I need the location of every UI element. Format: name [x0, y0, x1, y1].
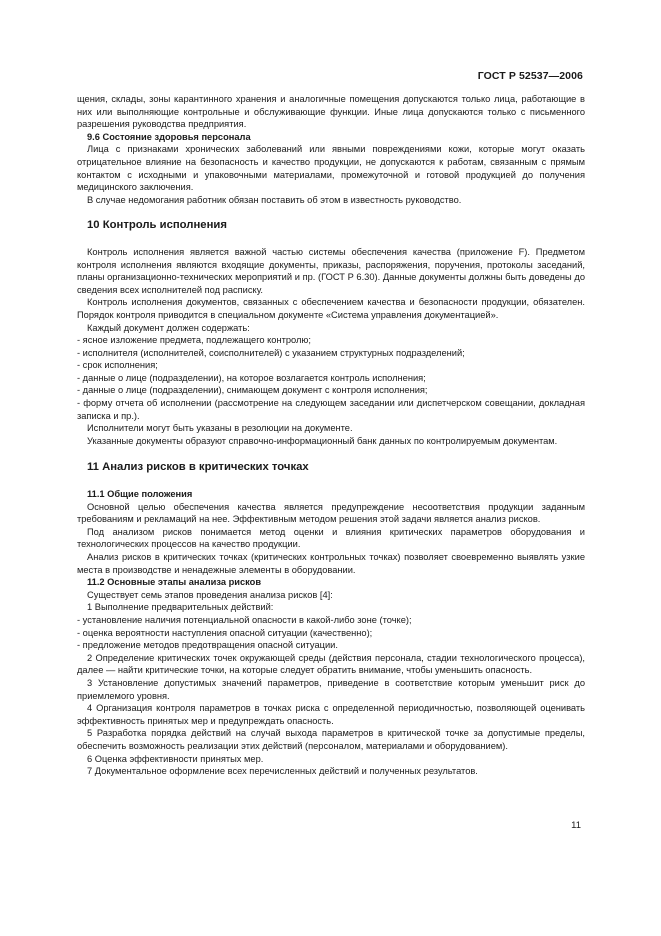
- paragraph: - данные о лице (подразделении), на которое возлагается контроль исполнения;: [77, 372, 426, 383]
- paragraph: - предложение методов предотвращения опасной ситуации.: [77, 640, 338, 651]
- paragraph: 3 Установление допустимых значений параметров, приведение в соответствие которым уменьшит риск до приемлемого уровня.: [77, 677, 585, 701]
- paragraph: 6 Оценка эффективности принятых мер.: [87, 753, 264, 764]
- page-number: 11: [571, 820, 581, 831]
- paragraph: 2 Определение критических точек окружающей среды (действия персонала, стадии технологического процесса), далее — найти критические точки, на которые следует обратить внимание, чтобы уменьшить опасность.: [77, 652, 585, 676]
- paragraph: - установление наличия потенциальной опасности в какой-либо зоне (точке);: [77, 614, 412, 625]
- paragraph: - срок исполнения;: [77, 360, 158, 371]
- paragraph: Каждый документ должен содержать:: [87, 322, 250, 333]
- paragraph: - оценка вероятности наступления опасной ситуации (качественно);: [77, 627, 373, 638]
- section-heading: 11 Анализ рисков в критических точках: [87, 461, 309, 474]
- paragraph: 7 Документальное оформление всех перечисленных действий и полученных результатов.: [87, 766, 478, 777]
- paragraph: Контроль исполнения является важной частью системы обеспечения качества (приложение F). Предметом контроля исполнения являются входящие документы, приказы, распоряжения, поручения, протоколы заседаний, планы организационно-технических мероприятий и пр. (ГОСТ Р 6.30). Данные документы должны быть доведены до сведения всех исполнителей под расписку.: [77, 246, 585, 295]
- paragraph: Указанные документы образуют справочно-информационный банк данных по контролируемым документам.: [87, 435, 558, 446]
- document-code-header: ГОСТ Р 52537—2006: [477, 70, 583, 82]
- document-body: [77, 93, 585, 778]
- section-heading: 10 Контроль исполнения: [87, 219, 227, 232]
- paragraph: - ясное изложение предмета, подлежащего контролю;: [77, 335, 311, 346]
- paragraph: - исполнителя (исполнителей, соисполнителей) с указанием структурных подразделений;: [77, 347, 465, 358]
- paragraph: 5 Разработка порядка действий на случай выхода параметров в критической точке за допустимые пределы, обеспечить возможность реализации этих действий (персоналом, материалами и оборудованием).: [77, 728, 585, 751]
- paragraph: Анализ рисков в критических точках (критических контрольных точках) позволяет своевременно выявлять узкие места в производстве и ненадежные элементы в оборудовании.: [77, 552, 585, 575]
- subsection-heading: 11.2 Основные этапы анализа рисков: [87, 577, 262, 588]
- paragraph: 1 Выполнение предварительных действий:: [87, 602, 274, 613]
- paragraph: - форму отчета об исполнении (рассмотрение на следующем заседании или диспетчерском совещании, докладная записка и пр.).: [77, 398, 585, 421]
- paragraph: Существует семь этапов проведения анализа рисков [4]:: [87, 589, 333, 600]
- paragraph: Под анализом рисков понимается метод оценки и влияния критических параметров оборудования и технологических процессов на качество продукции.: [77, 526, 585, 550]
- paragraph: Контроль исполнения документов, связанных с обеспечением качества и безопасности продукции, обязателен. Порядок контроля приводится в специальном документе «Система управления документацией».: [77, 297, 585, 320]
- paragraph: щения, склады, зоны карантинного хранения и аналогичные помещения допускаются только лица, работающие в них или выполняющие контрольные и обслуживающие функции. Иные лица допускаются только с письменного разрешения руководства предприятия.: [77, 94, 585, 130]
- paragraph: - данные о лице (подразделении), снимающем документ с контроля исполнения;: [77, 385, 428, 396]
- paragraph: Основной целью обеспечения качества является предупреждение несоответствия продукции заданным требованиям и рекламаций на нее. Эффективным методом решения этой задачи является анализ рисков.: [77, 501, 585, 525]
- subsection-heading: 11.1 Общие положения: [87, 489, 193, 500]
- paragraph: Исполнители могут быть указаны в резолюции на документе.: [87, 423, 353, 434]
- paragraph: Лица с признаками хронических заболеваний или явными повреждениями кожи, которые могут оказать отрицательное влияние на безопасность и качество продукции, не допускаются к работам, связанным с прямым контактом с исходными и упаковочными материалами, промежуточной и готовой продукцией до получения медицинского заключения.: [77, 144, 585, 193]
- paragraph: 4 Организация контроля параметров в точках риска с определенной периодичностью, позволяющей оценивать эффективность принятых мер и предупреждать опасность.: [77, 703, 585, 726]
- subsection-heading: 9.6 Состояние здоровья персонала: [87, 131, 251, 142]
- paragraph: В случае недомогания работник обязан поставить об этом в известность руководство.: [87, 194, 462, 205]
